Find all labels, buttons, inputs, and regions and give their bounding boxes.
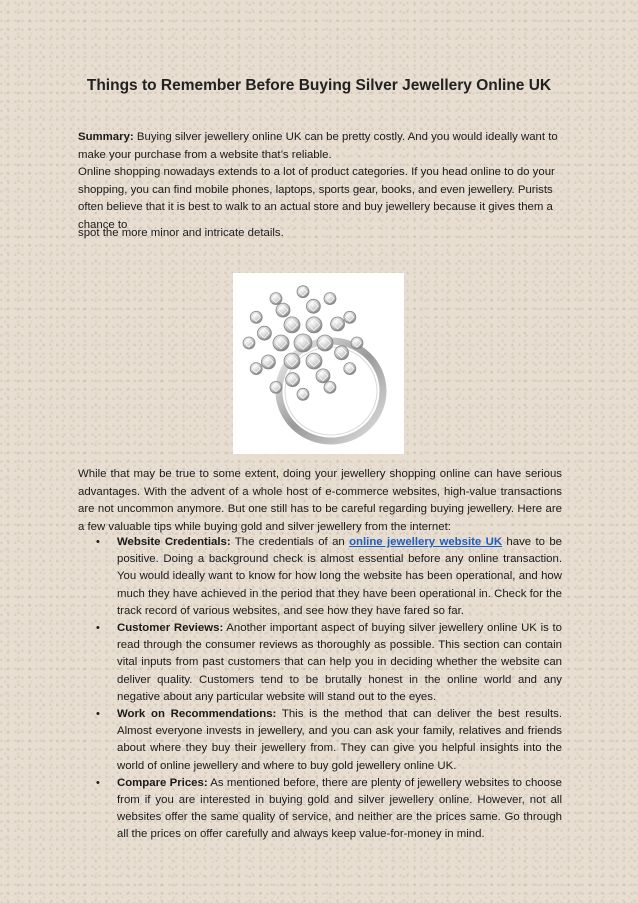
bullet-text: This is the method that can deliver the best results. Almost everyone invests in jewellery, and you can ask your family, relatives and friends about where they buy their jewellery from. They can give you helpful insights into the world of online jewellery and where to buy gold jewellery online UK. xyxy=(117,708,562,772)
bullet-label: Customer Reviews: xyxy=(117,622,224,635)
ring-illustration xyxy=(233,273,404,454)
bullet-icon: • xyxy=(96,776,100,789)
intro-paragraph-end: spot the more minor and intricate details. xyxy=(78,227,284,239)
tips-list xyxy=(78,534,562,844)
bullet-label: Work on Recommendations: xyxy=(117,708,277,721)
bullet-text: As mentioned before, there are plenty of jewellery websites to choose from if you are interested in buying gold and silver jewellery online. However, not all websites offer the same quality of service, and neither are the prices same. Go through all the prices on offer carefully and always keep value-for-money in mind. xyxy=(117,776,563,841)
summary-paragraph xyxy=(78,129,562,164)
bullet-icon: • xyxy=(96,536,100,548)
online-jewellery-link[interactable]: online jewellery website UK xyxy=(349,536,503,548)
list-item xyxy=(78,706,562,775)
page-title: Things to Remember Before Buying Silver Jewellery Online UK xyxy=(86,77,552,94)
bullet-icon: • xyxy=(96,622,100,635)
bullet-text: Another important aspect of buying silver jewellery online UK is to read through the consumer reviews as thoroughly as possible. This section can contain vital inputs from past customers that can help you in deciding whether the website can deliver quality. Customers tend to be brutally honest in the online world and any negative about any particular website will stand out to the eyes. xyxy=(117,622,563,703)
summary-label: Summary: xyxy=(78,131,134,143)
intro-paragraph: Online shopping nowadays extends to a lot of product categories. If you head online to do your shopping, you can find mobile phones, laptops, sports gear, books, and even jewellery. Purists often believe that it is best to walk to an actual store and buy jewellery because it gives them a chance to xyxy=(78,166,555,231)
body-paragraph: While that may be true to some extent, doing your jewellery shopping online can have serious advantages. With the advent of a whole host of e-commerce websites, high-value transactions are not uncommon anymore. But one still has to be careful regarding buying jewellery. Here are a few valuable tips while buying gold and silver jewellery from the internet: xyxy=(78,468,562,533)
bullet-text: The credentials of an xyxy=(230,536,350,548)
bullet-icon: • xyxy=(96,708,100,721)
diamond-cluster-ring-image xyxy=(233,273,404,454)
bullet-label: Compare Prices: xyxy=(117,776,208,789)
list-item xyxy=(78,534,562,620)
list-item xyxy=(78,620,562,706)
bullet-label: Website Credentials: xyxy=(117,536,231,548)
list-item xyxy=(78,775,562,844)
bullet-text: have to be positive. Doing a background check is almost essential before any online transaction. You would ideally want to know for how long the website has been operational, and how much they have achieved in the period that they have been operational in. Check for the track record of various websites, and see how they have fared so far. xyxy=(117,536,562,617)
summary-text: Buying silver jewellery online UK can be pretty costly. And you would ideally want to make your purchase from a website that’s reliable. xyxy=(78,131,558,161)
